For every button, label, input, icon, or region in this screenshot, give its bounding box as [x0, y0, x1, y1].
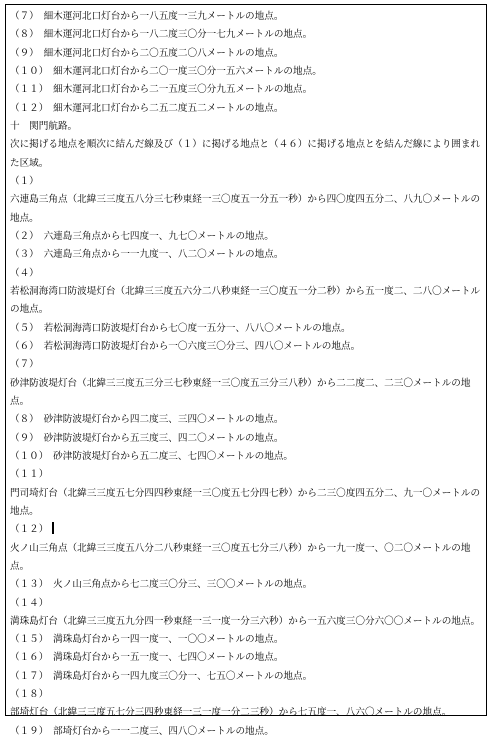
document-line-text: （２） 六連島三角点から七四度一、九七〇メートルの地点。 [10, 230, 274, 242]
document-line [10, 411, 484, 429]
document-line-text: （８） 砂津防波堤灯台から四二度三、三四〇メートルの地点。 [10, 414, 284, 426]
text-cursor [52, 522, 54, 534]
document-line-text: （１１） [10, 469, 49, 481]
document-line [10, 265, 484, 283]
document-line [10, 26, 484, 44]
document-line [10, 173, 484, 191]
document-body [10, 8, 484, 741]
document-line-text: （１９） 部埼灯台から一一二度三、四八〇メートルの地点。 [10, 725, 274, 737]
document-line [10, 723, 484, 741]
document-line-text: 門司埼灯台（北緯三三度五七分四四秒東経一三〇度五七分四七秒）から二三〇度四五分二、九一〇メートルの地点。 [10, 487, 481, 517]
document-line-text: （１１） 細木運河北口灯台から二一五度三〇分九五メートルの地点。 [10, 84, 313, 96]
document-line-text: （１２） 細木運河北口灯台から二五二度五二メートルの地点。 [10, 102, 284, 114]
document-line-text: 六連島三角点（北緯三三度五八分三七秒東経一三〇度五一分五一秒）から四〇度四五分二、八九〇メートルの地点。 [10, 194, 481, 224]
document-line-text: 十 関門航路。 [10, 120, 78, 132]
document-line [10, 668, 484, 686]
document-line-text: （３） 六連島三角点から一一九度一、八二〇メートルの地点。 [10, 249, 284, 261]
document-line [10, 466, 484, 484]
document-line [10, 613, 484, 631]
document-line [10, 704, 484, 722]
document-line [10, 375, 484, 412]
document-line-text: （９） 細木運河北口灯台から二〇五度二〇八メートルの地点。 [10, 47, 284, 59]
document-line-text: （１４） [10, 597, 49, 609]
document-line-text: （１０） 砂津防波堤灯台から五二度三、七四〇メートルの地点。 [10, 450, 294, 462]
document-frame [5, 4, 487, 737]
document-line-text: 部埼灯台（北緯三三度五七分三四秒東経一三一度一分二三秒）から七五度一、八六〇メートルの地点。 [10, 707, 452, 719]
document-line-text: （１６） 満珠島灯台から一五一度一、七四〇メートルの地点。 [10, 652, 284, 664]
document-line [10, 136, 484, 173]
document-line-text: （９） 砂津防波堤灯台から五三度三、四二〇メートルの地点。 [10, 432, 284, 444]
document-line-text: （１５） 満珠島灯台から一四一度一、一〇〇メートルの地点。 [10, 634, 284, 646]
document-line [10, 595, 484, 613]
document-line-text: （１０） 細木運河北口灯台から二〇一度三〇分一五六メートルの地点。 [10, 65, 322, 77]
document-line [10, 63, 484, 81]
document-line [10, 631, 484, 649]
document-line [10, 649, 484, 667]
document-line-text: （１） [10, 175, 39, 187]
document-line-text: （１７） 満珠島灯台から一四九度三〇分一、七五〇メートルの地点。 [10, 670, 313, 682]
document-line [10, 521, 484, 539]
document-line [10, 356, 484, 374]
document-line-text: （１８） [10, 689, 49, 701]
document-line-text: （６） 若松洞海湾口防波堤灯台から一〇六度三〇分三、四八〇メートルの地点。 [10, 340, 361, 352]
document-line [10, 191, 484, 228]
document-line [10, 45, 484, 63]
document-line [10, 540, 484, 577]
document-line [10, 8, 484, 26]
document-line [10, 320, 484, 338]
document-line [10, 576, 484, 594]
document-line [10, 485, 484, 522]
document-line-text: （８） 細木運河北口灯台から一八二度三〇分一七九メートルの地点。 [10, 29, 313, 41]
document-line [10, 228, 484, 246]
document-line [10, 686, 484, 704]
document-line [10, 118, 484, 136]
document-line [10, 81, 484, 99]
document-line [10, 283, 484, 320]
document-line-text: （７） [10, 359, 39, 371]
document-line-text: （５） 若松洞海湾口防波堤灯台から七〇度一五分一、八八〇メートルの地点。 [10, 322, 351, 334]
document-line-text: （１３） 火ノ山三角点から七二度三〇分三、三〇〇メートルの地点。 [10, 579, 313, 591]
document-line-text: 砂津防波堤灯台（北緯三三度五三分三七秒東経一三〇度五三分三八秒）から二二度二、二三〇メートルの地点。 [10, 377, 471, 407]
document-line-text: 次に掲げる地点を順次に結んだ線及び（１）に掲げる地点と（４６）に掲げる地点とを結んだ線により囲まれた区域。 [10, 139, 481, 169]
document-line-text: 火ノ山三角点（北緯三三度五八分二八秒東経一三〇度五七分三八秒）から一九一度一、〇二〇メートルの地点。 [10, 542, 471, 572]
document-line-text: 満珠島灯台（北緯三三度五九分四一秒東経一三一度一分三六秒）から一五六度三〇分六〇〇メートルの地点。 [10, 615, 481, 627]
document-line [10, 100, 484, 118]
document-line [10, 338, 484, 356]
document-line-text: 若松洞海湾口防波堤灯台（北緯三三度五六分二八秒東経一三〇度五一分二秒）から五一度二、二八〇メートルの地点。 [10, 285, 481, 316]
document-line [10, 246, 484, 264]
document-line-text: （７） 細木運河北口灯台から一八五度一三九メートルの地点。 [10, 11, 284, 22]
document-line-text: （４） [10, 267, 39, 279]
document-line [10, 448, 484, 466]
document-line [10, 430, 484, 448]
document-line-text: （１２） [10, 524, 49, 536]
